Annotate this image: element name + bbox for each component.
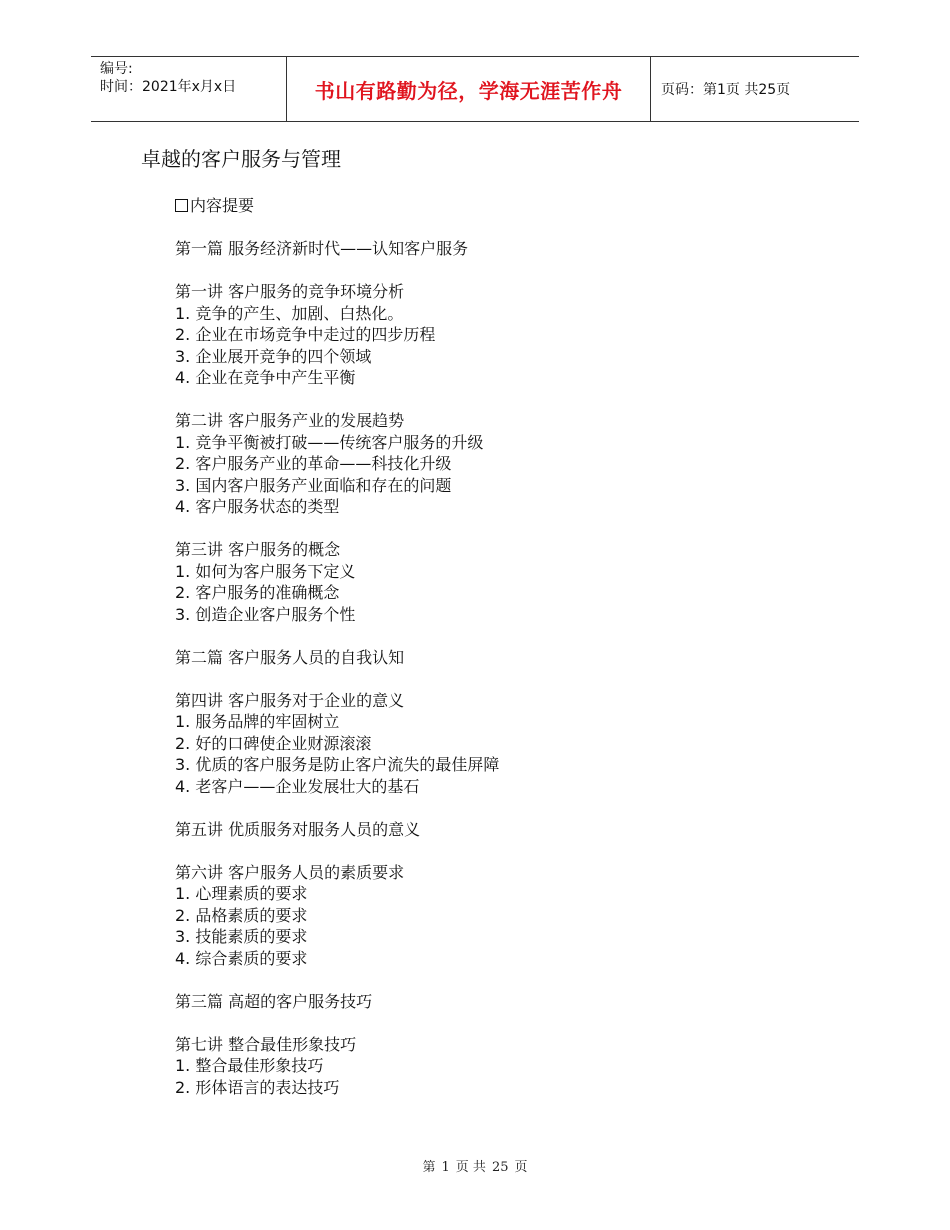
list-item: 2. 客户服务产业的革命——科技化升级 <box>175 454 452 473</box>
list-item: 3. 创造企业客户服务个性 <box>175 604 356 624</box>
page-footer <box>0 1156 950 1175</box>
doc-number-label: 编号: <box>100 61 133 77</box>
header-meta-cell <box>91 57 287 121</box>
part-heading: 第一篇 服务经济新时代——认知客户服务 <box>175 239 469 258</box>
document-title: 卓越的客户服务与管理 <box>141 147 341 171</box>
lecture-heading: 第四讲 客户服务对于企业的意义 <box>175 690 405 710</box>
lecture-heading: 第三讲 客户服务的概念 <box>175 540 341 559</box>
lecture-heading: 第二讲 客户服务产业的发展趋势 <box>175 411 405 430</box>
list-item: 1. 服务品牌的牢固树立 <box>175 712 340 731</box>
footer-total-pages: 25 <box>491 1160 509 1175</box>
list-item: 2. 形体语言的表达技巧 <box>175 1077 340 1097</box>
lecture-heading: 第一讲 客户服务的竞争环境分析 <box>175 282 405 301</box>
part-heading: 第三篇 高超的客户服务技巧 <box>175 991 373 1011</box>
spacer <box>175 969 499 991</box>
list-item: 3. 优质的客户服务是防止客户流失的最佳屏障 <box>175 755 500 774</box>
spacer <box>175 1012 499 1034</box>
footer-suffix: 页 <box>514 1160 528 1175</box>
footer-prefix: 第 <box>422 1160 436 1175</box>
footer-page-number: 1 <box>441 1160 450 1175</box>
list-item: 1. 如何为客户服务下定义 <box>175 561 356 581</box>
checkbox-icon <box>175 199 188 212</box>
header-page-cell <box>651 57 859 121</box>
list-item: 2. 客户服务的准确概念 <box>175 583 340 602</box>
lecture-heading: 第六讲 客户服务人员的素质要求 <box>175 862 405 882</box>
list-item: 1. 心理素质的要求 <box>175 884 308 903</box>
footer-middle: 页 共 <box>455 1160 486 1175</box>
spacer <box>175 668 499 690</box>
list-item: 1. 整合最佳形象技巧 <box>175 1056 324 1075</box>
outline-list <box>175 238 499 1098</box>
summary-heading <box>175 195 499 217</box>
list-item: 4. 老客户——企业发展壮大的基石 <box>175 776 420 796</box>
list-item: 3. 技能素质的要求 <box>175 927 308 946</box>
lecture-heading: 第五讲 优质服务对服务人员的意义 <box>175 819 421 839</box>
list-item: 1. 竞争的产生、加剧、白热化。 <box>175 303 404 323</box>
document-body <box>175 195 499 1098</box>
spacer <box>175 518 499 540</box>
header-motto-cell <box>287 57 651 121</box>
summary-label: 内容提要 <box>190 196 255 215</box>
list-item: 1. 竞争平衡被打破——传统客户服务的升级 <box>175 432 484 452</box>
list-item: 4. 客户服务状态的类型 <box>175 497 340 516</box>
header-table <box>91 56 859 122</box>
list-item: 2. 企业在市场竞争中走过的四步历程 <box>175 325 436 344</box>
spacer <box>175 840 499 862</box>
list-item: 4. 企业在竞争中产生平衡 <box>175 368 356 387</box>
spacer <box>175 625 499 647</box>
list-item: 3. 企业展开竞争的四个领域 <box>175 346 372 366</box>
part-heading: 第二篇 客户服务人员的自我认知 <box>175 647 405 667</box>
list-item: 2. 品格素质的要求 <box>175 905 308 925</box>
spacer <box>175 389 499 411</box>
page-info: 页码：第1页 共25页 <box>661 82 791 98</box>
spacer <box>175 217 499 239</box>
motto-text: 书山有路勤为径，学海无涯苦作舟 <box>314 78 623 103</box>
list-item: 4. 综合素质的要求 <box>175 948 308 968</box>
list-item: 3. 国内客户服务产业面临和存在的问题 <box>175 475 452 495</box>
lecture-heading: 第七讲 整合最佳形象技巧 <box>175 1034 357 1054</box>
time-label: 时间：2021年x月x日 <box>100 79 237 95</box>
spacer <box>175 260 499 282</box>
list-item: 2. 好的口碑使企业财源滚滚 <box>175 733 372 753</box>
spacer <box>175 797 499 819</box>
